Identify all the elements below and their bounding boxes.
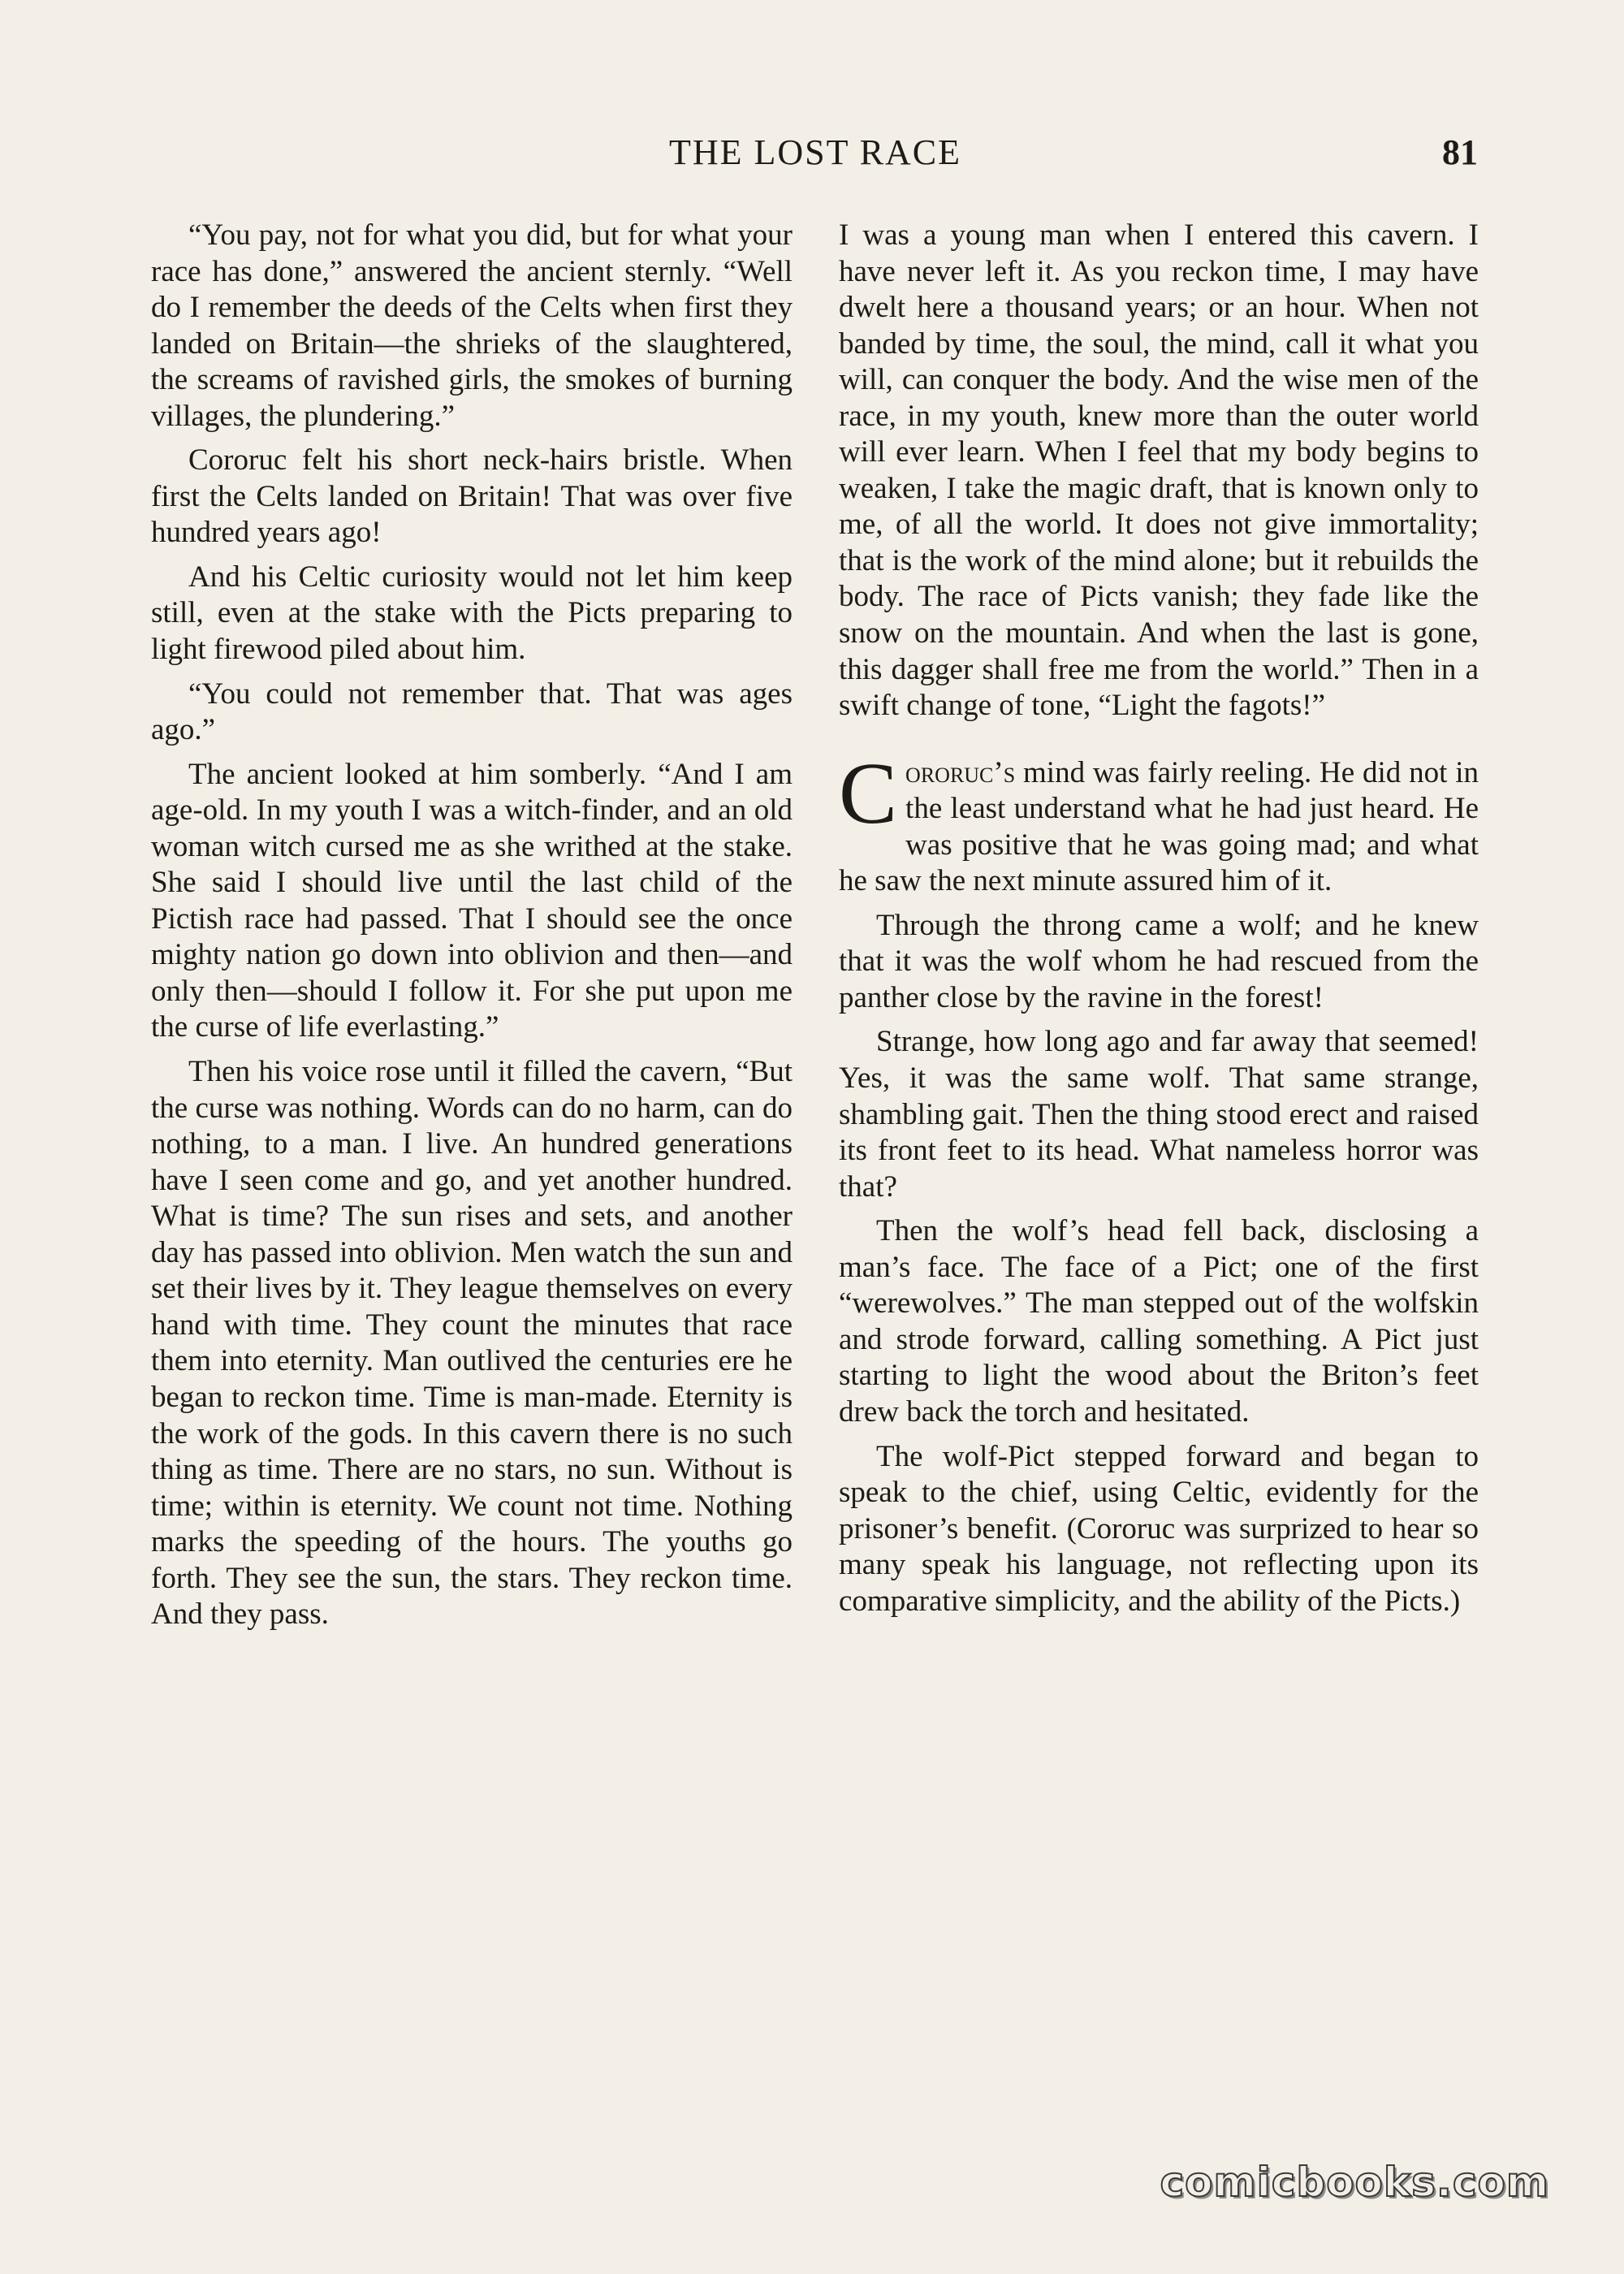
paragraph: “You pay, not for what you did, but for what your race has done,” answered the ancient sternly. “Well do I remember the deeds of the Celts when first they landed on Britain—the shrieks of the slaughtered, the screams of ravished girls, the smokes of burning villages, the plundering.” (151, 218, 793, 433)
paragraph: And his Celtic curiosity would not let him keep still, even at the stake with the Picts preparing to light firewood piled about him. (151, 560, 793, 667)
paragraph: Then the wolf’s head fell back, disclosing a man’s face. The face of a Pict; one of the first “werewolves.” The man stepped out of the wolfskin and strode forward, calling something. A Pict just starting to light the wood about the Briton’s feet drew back the torch and hesitated. (839, 1214, 1479, 1429)
drop-cap: C (839, 745, 898, 842)
paragraph: The ancient looked at him somberly. “And I am age-old. In my youth I was a witch-finder, and an old woman witch cursed me as she writhed at the stake. She said I should live until the last child of the Pictish race had passed. That I should see the once mighty nation go down into oblivion and then—and only then—should I follow it. For she put upon me the curse of life everlasting.” (151, 757, 793, 1044)
right-column (839, 218, 1479, 1628)
running-head (153, 132, 1478, 180)
paragraph: Then his voice rose until it filled the cavern, “But the curse was nothing. Words can do no harm, can do nothing, to a man. I live. An hundred generations have I seen come and go, and yet another hundred. What is time? The sun rises and sets, and another day has passed into oblivion. Men watch the sun and set their lives by it. They league themselves on every hand with time. They count the minutes that race them into eternity. Man outlived the centuries ere he began to reckon time. Time is man-made. Eternity is the work of the gods. In this cavern there is no such thing as time. There are no stars, no sun. Without is time; within is eternity. We count not time. Nothing marks the speeding of the hours. The youths go forth. They see the sun, the stars. They reckon time. And they pass. (151, 1055, 793, 1632)
section-opening-text: mind was fairly reeling. He did not in the least understand what he had just heard. He was positive that he was going mad; and what he saw the next minute assured him of it. (839, 755, 1479, 898)
paragraph: Cororuc felt his short neck-hairs bristle. When first the Celts landed on Britain! That was over five hundred years ago! (151, 443, 793, 550)
paragraph: Strange, how long ago and far away that seemed! Yes, it was the same wolf. That same strange, shambling gait. Then the thing stood erect and raised its front feet to its head. What nameless horror was that? (839, 1025, 1479, 1204)
left-column (151, 218, 793, 1641)
running-title: THE LOST RACE (668, 132, 962, 172)
page-number: 81 (1442, 132, 1478, 172)
paragraph-continuation: I was a young man when I entered this cavern. I have never left it. As you reckon time, I may have dwelt here a thousand years; or an hour. When not banded by time, the soul, the mind, call it what you will, can conquer the body. And the wise men of the race, in my youth, knew more than the outer world will ever learn. When I feel that my body begins to weaken, I take the magic draft, that is known only to me, of all the world. It does not give immortality; that is the work of the mind alone; but it rebuilds the body. The race of Picts vanish; they fade like the snow on the mountain. And when the last is gone, this dagger shall free me from the world.” Then in a swift change of tone, “Light the fagots!” (839, 218, 1479, 723)
watermark-logo: comicbooks.com (1160, 2159, 1549, 2206)
section-opening-paragraph (839, 745, 1479, 900)
paragraph: Through the throng came a wolf; and he knew that it was the wolf whom he had rescued from the panther close by the ravine in the forest! (839, 908, 1479, 1014)
paragraph: The wolf-Pict stepped forward and began to speak to the chief, using Celtic, evidently for the prisoner’s benefit. (Cororuc was surprized to hear so many speak his language, not reflecting upon its comparative simplicity, and the ability of the Picts.) (839, 1439, 1479, 1618)
paragraph: “You could not remember that. That was ages ago.” (151, 677, 793, 747)
drop-cap-word-rest: ororuc’s (905, 755, 1016, 789)
